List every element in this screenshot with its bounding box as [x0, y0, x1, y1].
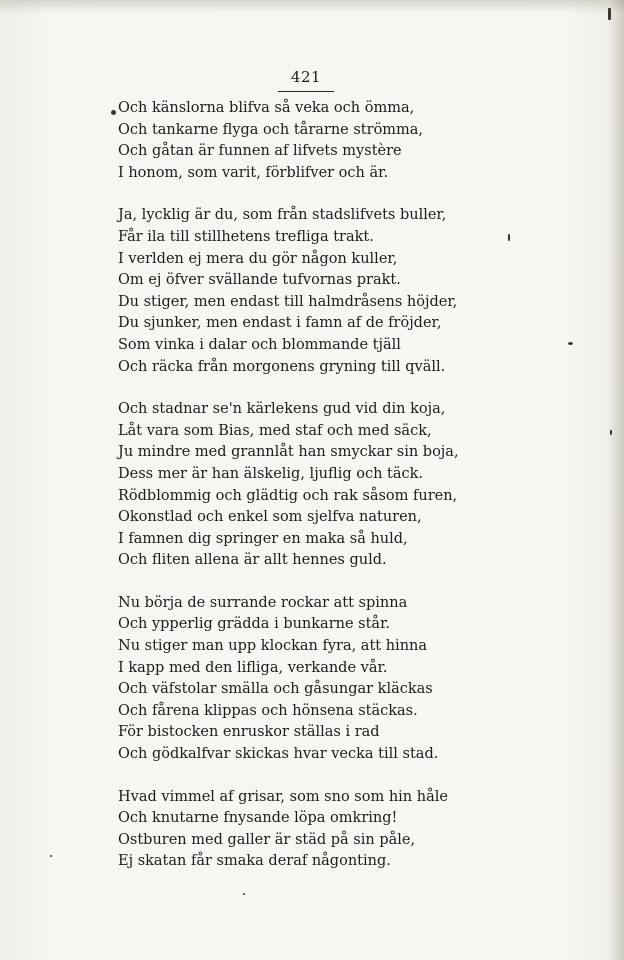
verse-line: Ostburen med galler är städ på sin påle,	[118, 831, 416, 848]
verse-line: Hvad vimmel af grisar, som sno som hin håle	[118, 788, 448, 805]
stanza-1	[118, 98, 518, 184]
stanza-2	[118, 205, 518, 378]
verse-line: Och knutarne fnysande löpa omkring!	[118, 810, 398, 827]
verse-line: Ej skatan får smaka deraf någonting.	[118, 853, 391, 870]
stanza-4	[118, 593, 518, 766]
verse-line: Och räcka från morgonens gryning till qväll.	[118, 358, 446, 375]
ink-speck	[568, 342, 573, 345]
page-number: 421	[290, 68, 322, 86]
ink-speck	[243, 893, 245, 895]
ink-speck	[608, 8, 611, 20]
page-number-rule	[278, 91, 334, 92]
ink-speck	[50, 855, 52, 857]
page-edge	[608, 0, 624, 960]
verse-line: Och stadnar se'n kärlekens gud vid din koja,	[118, 401, 446, 418]
verse-line: Nu börja de surrande rockar att spinna	[118, 594, 408, 611]
verse-line: I honom, som varit, förblifver och är.	[118, 164, 389, 181]
verse-line: I kapp med den lifliga, verkande vår.	[118, 659, 388, 676]
verse-line: Och väfstolar smälla och gåsungar kläckas	[118, 681, 433, 698]
ink-speck	[111, 110, 116, 115]
verse-line: Och känslorna blifva så veka och ömma,	[118, 100, 415, 116]
verse-line: I famnen dig springer en maka så huld,	[118, 530, 408, 547]
verse-line: Och tankarne flyga och tårarne strömma,	[118, 121, 424, 138]
scan-shadow	[0, 0, 624, 14]
stanza-5	[118, 787, 518, 873]
verse-line: Och fårena klippas och hönsena stäckas.	[118, 702, 418, 719]
verse-line: Rödblommig och glädtig och rak såsom furen,	[118, 487, 458, 504]
verse-line: Och gåtan är funnen af lifvets mystère	[118, 143, 402, 160]
verse-line: Ju mindre med grannlåt han smyckar sin boja,	[118, 444, 459, 461]
verse-line: Om ej öfver svällande tufvornas prakt.	[118, 272, 401, 289]
verse-line: Nu stiger man upp klockan fyra, att hinna	[118, 638, 428, 655]
verse-line: I verlden ej mera du gör någon kuller,	[118, 250, 398, 267]
poem-body	[118, 98, 518, 873]
ink-speck	[508, 234, 510, 241]
verse-line: Du stiger, men endast till halmdråsens höjder,	[118, 293, 458, 310]
verse-line: Okonstlad och enkel som sjelfva naturen,	[118, 509, 422, 526]
ink-speck	[610, 430, 612, 435]
verse-line: Du sjunker, men endast i famn af de fröjder,	[118, 315, 442, 332]
verse-line: Och fliten allena är allt hennes guld.	[118, 552, 387, 569]
verse-line: Och ypperlig grädda i bunkarne står.	[118, 616, 391, 633]
verse-line: Ja, lycklig är du, som från stadslifvets buller,	[118, 207, 447, 224]
verse-line: Som vinka i dalar och blommande tjäll	[118, 336, 401, 353]
verse-line: För bistocken enruskor ställas i rad	[118, 724, 380, 741]
verse-line: Och gödkalfvar skickas hvar vecka till stad.	[118, 746, 439, 763]
verse-line: Låt vara som Bias, med staf och med säck,	[118, 422, 432, 439]
verse-line: Får ila till stillhetens trefliga trakt.	[118, 228, 374, 245]
stanza-3	[118, 399, 518, 572]
verse-line: Dess mer är han älskelig, ljuflig och täck.	[118, 465, 424, 482]
